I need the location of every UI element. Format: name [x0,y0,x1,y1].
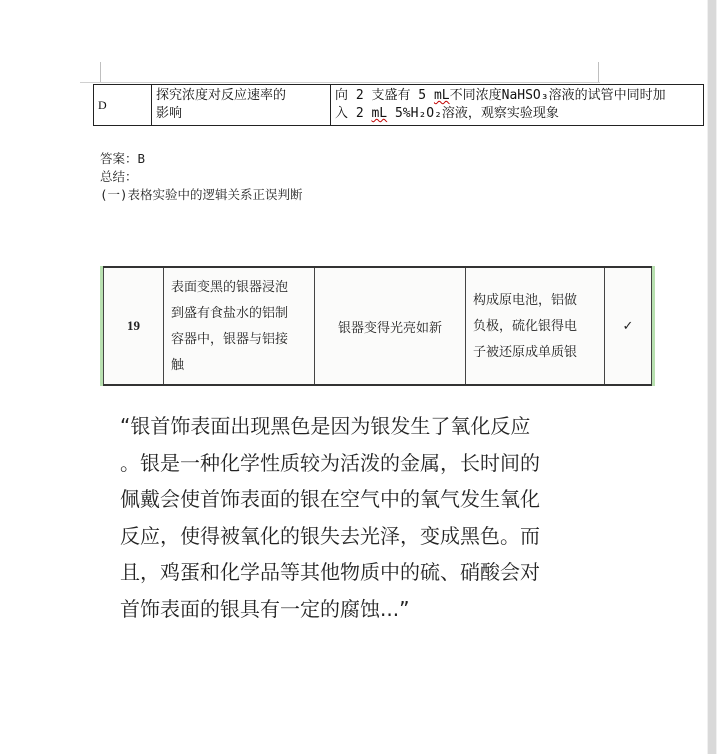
method-text: 入 2 [335,106,372,121]
embedded-table-image [100,266,655,386]
explanation-line: 负极，硫化银得电 [473,318,578,333]
guide-line-right-vertical [598,62,599,82]
quote-line: 反应，使得被氧化的银失去光泽，变成黑色。而 [120,523,540,548]
operation-cell [164,267,315,385]
guide-line-horizontal [80,82,600,83]
experiment-table [93,84,704,126]
operation-line: 到盛有食盐水的铝制 [171,305,289,320]
table-row [104,267,652,385]
table-row [94,85,704,126]
answer-line: 答案：B [100,151,146,166]
operation-line: 表面变黑的银器浸泡 [171,279,289,294]
quote-line: “银首饰表面出现黑色是因为银发生了氧化反应 [120,414,531,438]
method-line [335,87,699,105]
purpose-line: 探究浓度对反应速率的 [156,88,287,103]
quote-line: 且，鸡蛋和化学品等其他物质中的硫、硝酸会对 [120,560,540,584]
quote-line: 佩戴会使首饰表面的银在空气中的氧气发生氧化 [120,487,540,511]
operation-line: 容器中，银器与铝接 [171,331,289,346]
answer-block [100,150,303,204]
row-label-cell [94,85,152,126]
operation-line: 触 [171,357,185,372]
section-heading: (一)表格实验中的逻辑关系正误判断 [100,187,303,202]
explanation-line: 构成原电池，铝做 [473,292,578,307]
method-line [335,105,699,123]
method-text: 不同浓度NaHSO₃溶液的试管中同时加 [449,88,666,103]
judgment-check-icon: ✓ [605,267,652,385]
purpose-line: 影响 [156,106,183,121]
explanation-cell [466,267,605,385]
purpose-cell [152,85,331,126]
spellcheck-word: mL [371,106,388,121]
phenomenon-cell: 银器变得光亮如新 [315,267,466,385]
method-text: 向 2 支盛有 5 [335,88,434,103]
scrollbar-thumb[interactable] [708,0,716,754]
row-label: D [98,98,107,112]
guide-line-left-vertical [100,62,101,82]
vertical-scrollbar[interactable] [707,0,717,754]
embedded-table [103,266,652,386]
explanation-line: 子被还原成单质银 [473,344,578,359]
quote-line: 。银是一种化学性质较为活泼的金属，长时间的 [120,450,540,475]
quote-paragraph [120,408,590,627]
summary-label: 总结： [100,169,138,184]
item-number: 19 [104,267,164,385]
method-text: 5%H₂O₂溶液，观察实验现象 [387,106,559,121]
quote-line: 首饰表面的银具有一定的腐蚀...” [120,596,410,621]
spellcheck-word: mL [433,88,450,103]
method-cell [331,85,704,126]
